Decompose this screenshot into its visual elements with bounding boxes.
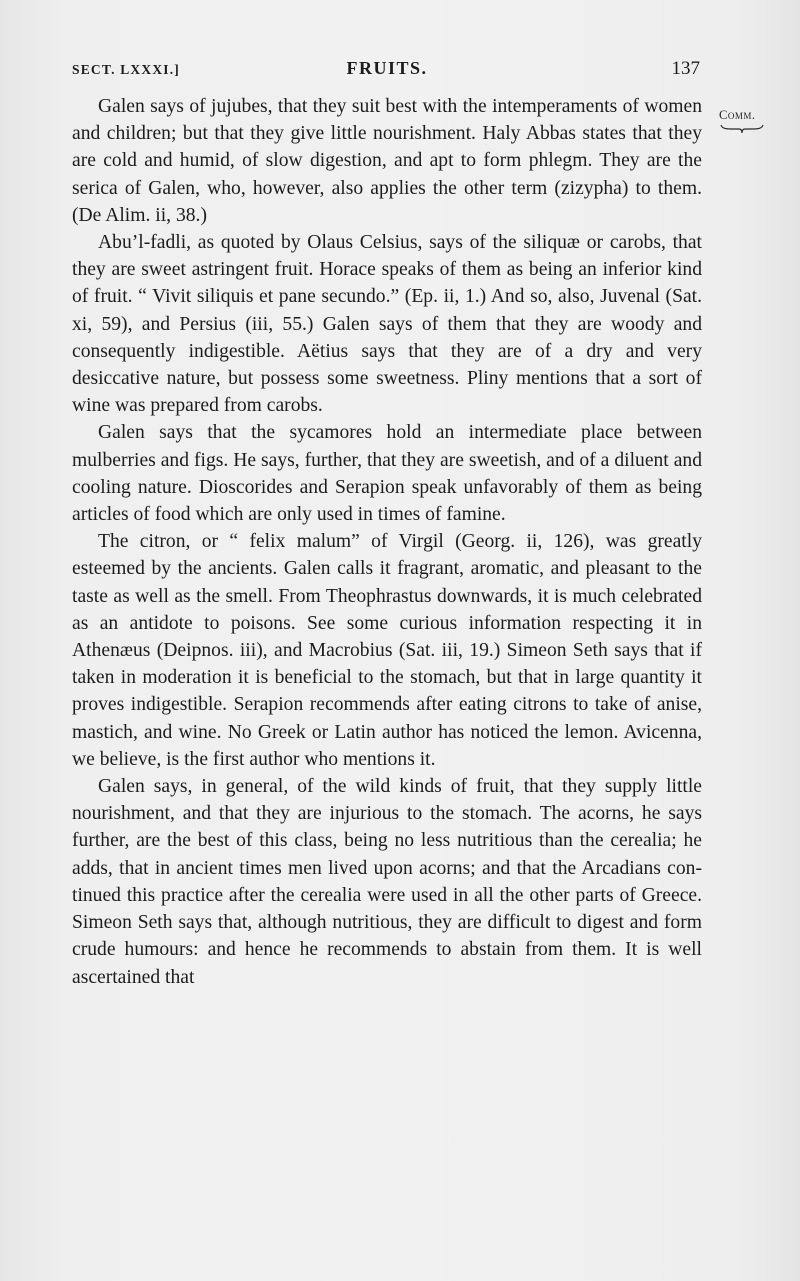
brace-mark [720,124,764,134]
paragraph-sycamores: Galen says that the sycamores hold an intermediate place between mulberries and figs. He says, further, that they are sweetish, and of a diluent and cooling nature. Dioscorides and Serapion speak unfavorably of them as being articles of food which are only used in times of famine. [72,422,702,526]
paragraph-carobs: Abu’l-fadli, as quoted by Olaus Celsius, says of the siliquæ or carobs, that they are sweet astringent fruit. Horace speaks of them as being an inferior kind of fruit. “ Vivit siliquis et pane secundo.” (Ep. ii, 1.) And so, also, Juvenal (Sat. xi, 59), and Persius (iii, 55.) Galen says of them that they are woody and consequently indigestible. Aëtius says that they are of a dry and very desiccative nature, but possess some sweetness. Pliny mentions that a sort of wine was prepared from carobs. [72,232,702,417]
margin-note: Comm. [719,108,756,122]
body-text [72,93,702,991]
page-number: 137 [671,58,700,79]
page-title: FRUITS. [346,58,428,78]
paragraph-wild-fruits: Galen says, in general, of the wild kinds of fruit, that they supply little nourishment, and that they are injurious to the stomach. The acorns, he says further, are the best of this class, being no less nutritious than the cerealia; he adds, that in ancient times men lived upon acorns; and that the Arcadians continued this practice after the cerealia were used in all the other parts of Greece. Simeon Seth says that, although nutritious, they are difficult to digest and form crude humours: and hence he recommends to abstain from them. It is well ascertained that [72,776,702,988]
running-head [72,58,702,84]
paragraph-jujubes: Galen says of jujubes, that they suit best with the intemperaments of women and children; but that they give little nourishment. Haly Abbas states that they are cold and humid, of slow digestion, and apt to form phlegm. They are the serica of Galen, who, however, also applies the other term (zizypha) to them. (De Alim. ii, 38.) [72,96,702,226]
paragraph-citron: The citron, or “ felix malum” of Virgil (Georg. ii, 126), was greatly esteemed by the ancients. Galen calls it fragrant, aromatic, and pleasant to the taste as well as the smell. From Theophrastus downwards, it is much celebrated as an antidote to poisons. See some curious information respecting it in Athenæus (Deipnos. iii), and Macrobius (Sat. iii, 19.) Simeon Seth says that if taken in moderation it is beneficial to the stomach, but that in large quantity it proves indigestible. Serapion recommends after eating citrons to take of anise, mastich, and wine. No Greek or Latin author has noticed the lemon. Avicenna, we believe, is the first author who mentions it. [72,531,702,770]
section-reference: SECT. LXXXI.] [72,62,180,77]
